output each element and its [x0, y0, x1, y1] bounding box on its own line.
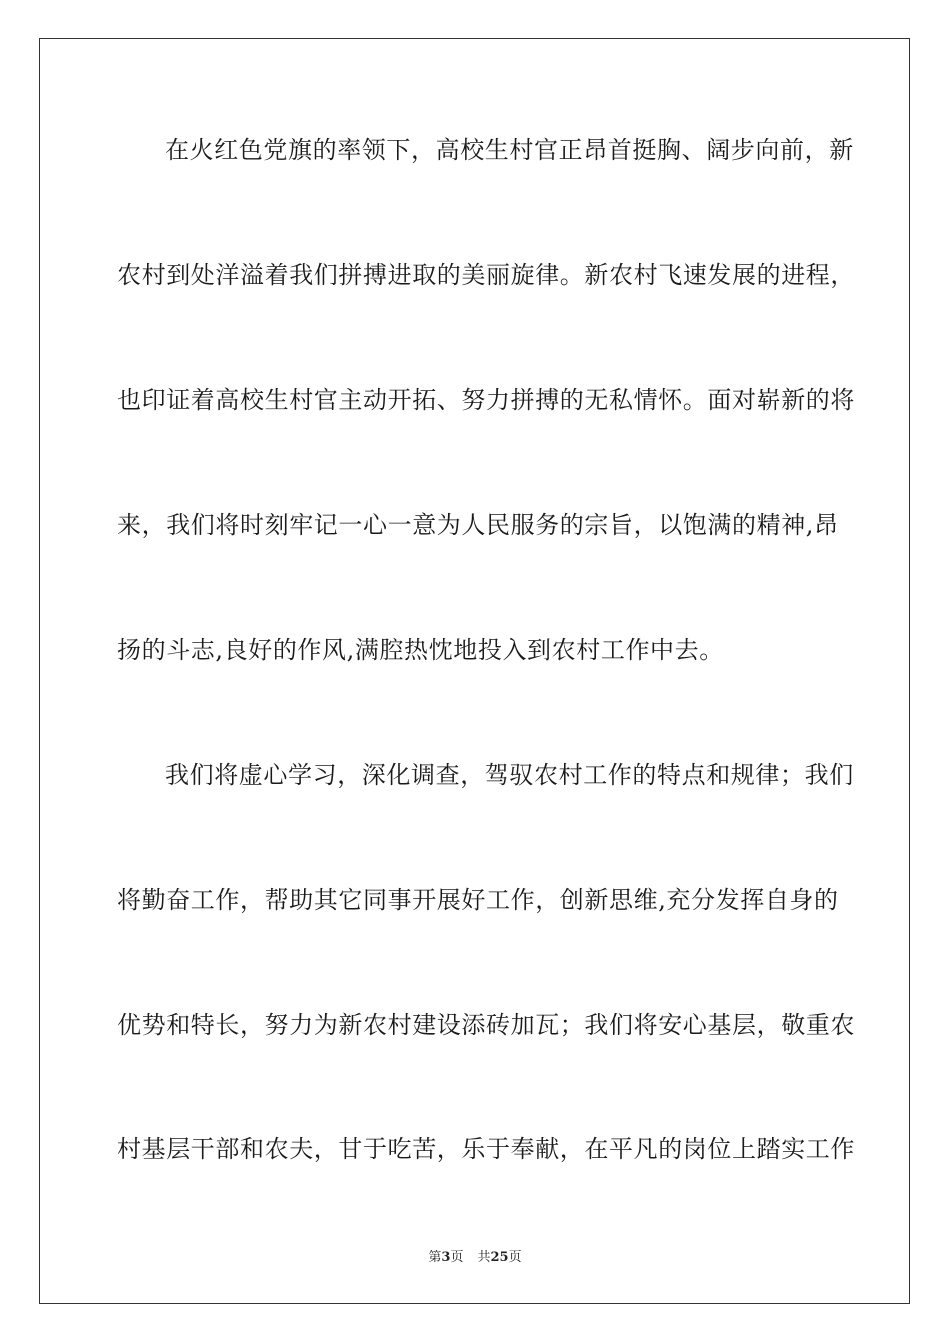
paragraph-2-line-3: 优势和特长，努力为新农村建设添砖加瓦；我们将安心基层，敬重农 [117, 1011, 855, 1039]
page-border [39, 38, 910, 1304]
page-suffix: 页 [450, 1250, 464, 1265]
total-pages: 25 [490, 1250, 509, 1265]
paragraph-2-line-4: 村基层干部和农夫，甘于吃苦，乐于奉献，在平凡的岗位上踏实工作 [117, 1135, 855, 1163]
total-suffix: 页 [508, 1250, 522, 1265]
page-number: 3 [441, 1250, 451, 1265]
paragraph-1-line-4: 来，我们将时刻牢记一心一意为人民服务的宗旨，以饱满的精神,昂 [117, 511, 839, 539]
paragraph-1-line-5: 扬的斗志,良好的作风,满腔热忱地投入到农村工作中去。 [117, 636, 724, 664]
paragraph-1-line-1: 在火红色党旗的率领下，高校生村官正昂首挺胸、阔步向前，新 [165, 136, 854, 164]
page-prefix: 第 [428, 1250, 442, 1265]
total-prefix: 共 [477, 1250, 491, 1265]
paragraph-2-line-2: 将勤奋工作，帮助其它同事开展好工作，创新思维,充分发挥自身的 [117, 886, 839, 914]
paragraph-1-line-3: 也印证着高校生村官主动开拓、努力拼搏的无私情怀。面对崭新的将 [117, 386, 855, 414]
paragraph-1-line-2: 农村到处洋溢着我们拼搏进取的美丽旋律。新农村飞速发展的进程， [117, 261, 855, 289]
page-counter [0, 1249, 950, 1267]
paragraph-2-line-1: 我们将虚心学习，深化调查，驾驭农村工作的特点和规律；我们 [165, 761, 854, 789]
